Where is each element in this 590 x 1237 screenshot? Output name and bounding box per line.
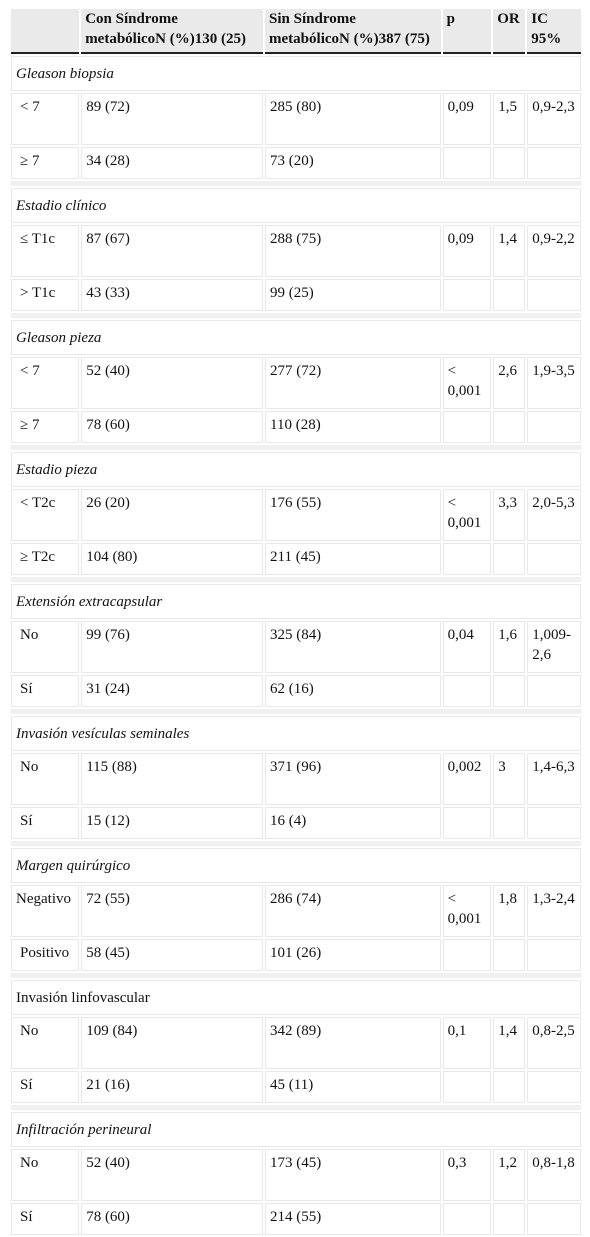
- table-row: [11, 1017, 581, 1069]
- cell-ic: [527, 675, 581, 707]
- cell-p-value: < 0,001: [443, 357, 492, 409]
- header-or: OR: [493, 9, 525, 54]
- cell-con-sindrome: 87 (67): [81, 225, 263, 277]
- section-row: [11, 848, 581, 883]
- cell-ic: [527, 279, 581, 311]
- cell-ic: 0,8-2,5: [527, 1017, 581, 1069]
- cell-ic: 0,9-2,2: [527, 225, 581, 277]
- row-label: < 7: [11, 93, 79, 145]
- header-label-col: [11, 9, 79, 54]
- cell-p-value: 0,09: [443, 225, 492, 277]
- table-row: [11, 279, 581, 311]
- cell-sin-sindrome: 371 (96): [265, 753, 441, 805]
- cell-sin-sindrome: 342 (89): [265, 1017, 441, 1069]
- cell-sin-sindrome: 62 (16): [265, 675, 441, 707]
- row-label: < T2c: [11, 489, 79, 541]
- cell-p-value: [443, 147, 492, 179]
- cell-or: 1,4: [493, 225, 525, 277]
- cell-or: [493, 279, 525, 311]
- cell-ic: [527, 807, 581, 839]
- cell-sin-sindrome: 277 (72): [265, 357, 441, 409]
- row-label: No: [11, 621, 79, 673]
- cell-sin-sindrome: 73 (20): [265, 147, 441, 179]
- row-label: Positivo: [11, 939, 79, 971]
- cell-or: [493, 1203, 525, 1235]
- cell-p-value: 0,04: [443, 621, 492, 673]
- header-ic: IC 95%: [527, 9, 581, 54]
- cell-or: 1,2: [493, 1149, 525, 1201]
- header-p-value: p: [443, 9, 492, 54]
- section-row: [11, 188, 581, 223]
- table-row: [11, 225, 581, 277]
- header-sin-sindrome: Sin Síndrome metabólicoN (%)387 (75): [265, 9, 441, 54]
- cell-ic: [527, 543, 581, 575]
- table-row: [11, 1203, 581, 1235]
- cell-p-value: [443, 939, 492, 971]
- cell-ic: [527, 1203, 581, 1235]
- section-title: Invasión vesículas seminales: [11, 716, 581, 751]
- cell-p-value: [443, 279, 492, 311]
- spacer-cell: [11, 1105, 581, 1110]
- section-row: [11, 980, 581, 1015]
- table-row: [11, 807, 581, 839]
- cell-ic: [527, 147, 581, 179]
- cell-or: 3: [493, 753, 525, 805]
- section-spacer: [11, 577, 581, 582]
- cell-sin-sindrome: 214 (55): [265, 1203, 441, 1235]
- cell-or: [493, 147, 525, 179]
- cell-p-value: 0,3: [443, 1149, 492, 1201]
- cell-con-sindrome: 26 (20): [81, 489, 263, 541]
- table-header: [11, 9, 581, 54]
- cell-ic: 2,0-5,3: [527, 489, 581, 541]
- spacer-cell: [11, 445, 581, 450]
- section-row: [11, 584, 581, 619]
- row-label: ≥ 7: [11, 411, 79, 443]
- row-label: ≥ T2c: [11, 543, 79, 575]
- cell-ic: 1,9-3,5: [527, 357, 581, 409]
- section-title: Invasión linfovascular: [11, 980, 581, 1015]
- cell-ic: 0,8-1,8: [527, 1149, 581, 1201]
- cell-con-sindrome: 115 (88): [81, 753, 263, 805]
- cell-or: [493, 411, 525, 443]
- section-row: [11, 56, 581, 91]
- row-label: Sí: [11, 1071, 79, 1103]
- spacer-cell: [11, 709, 581, 714]
- row-label: No: [11, 753, 79, 805]
- cell-or: [493, 675, 525, 707]
- cell-con-sindrome: 52 (40): [81, 1149, 263, 1201]
- cell-con-sindrome: 58 (45): [81, 939, 263, 971]
- spacer-cell: [11, 181, 581, 186]
- spacer-cell: [11, 973, 581, 978]
- cell-or: [493, 939, 525, 971]
- cell-con-sindrome: 21 (16): [81, 1071, 263, 1103]
- section-spacer: [11, 1105, 581, 1110]
- section-title: Extensión extracapsular: [11, 584, 581, 619]
- section-spacer: [11, 313, 581, 318]
- section-row: [11, 716, 581, 751]
- cell-p-value: [443, 543, 492, 575]
- table-row: [11, 489, 581, 541]
- cell-sin-sindrome: 101 (26): [265, 939, 441, 971]
- table-row: [11, 147, 581, 179]
- cell-p-value: [443, 807, 492, 839]
- table-row: [11, 939, 581, 971]
- cell-p-value: [443, 411, 492, 443]
- row-label: Sí: [11, 675, 79, 707]
- cell-con-sindrome: 34 (28): [81, 147, 263, 179]
- cell-p-value: < 0,001: [443, 489, 492, 541]
- section-spacer: [11, 973, 581, 978]
- cell-p-value: 0,09: [443, 93, 492, 145]
- table-row: [11, 357, 581, 409]
- table-row: [11, 885, 581, 937]
- cell-ic: 1,4-6,3: [527, 753, 581, 805]
- section-spacer: [11, 841, 581, 846]
- cell-sin-sindrome: 325 (84): [265, 621, 441, 673]
- table-row: [11, 753, 581, 805]
- section-spacer: [11, 445, 581, 450]
- cell-ic: [527, 1071, 581, 1103]
- cell-ic: [527, 411, 581, 443]
- cell-con-sindrome: 109 (84): [81, 1017, 263, 1069]
- cell-or: 1,4: [493, 1017, 525, 1069]
- row-label: > T1c: [11, 279, 79, 311]
- cell-con-sindrome: 78 (60): [81, 1203, 263, 1235]
- spacer-cell: [11, 313, 581, 318]
- row-label: ≥ 7: [11, 147, 79, 179]
- table-row: [11, 411, 581, 443]
- cell-or: 1,6: [493, 621, 525, 673]
- cell-or: [493, 807, 525, 839]
- cell-or: 1,8: [493, 885, 525, 937]
- row-label: Sí: [11, 807, 79, 839]
- cell-p-value: 0,002: [443, 753, 492, 805]
- section-spacer: [11, 181, 581, 186]
- spacer-cell: [11, 577, 581, 582]
- spacer-cell: [11, 841, 581, 846]
- cell-p-value: 0,1: [443, 1017, 492, 1069]
- cell-sin-sindrome: 286 (74): [265, 885, 441, 937]
- cell-sin-sindrome: 176 (55): [265, 489, 441, 541]
- section-title: Estadio pieza: [11, 452, 581, 487]
- section-title: Gleason biopsia: [11, 56, 581, 91]
- cell-con-sindrome: 43 (33): [81, 279, 263, 311]
- cell-con-sindrome: 78 (60): [81, 411, 263, 443]
- results-table: [9, 7, 583, 1237]
- section-spacer: [11, 709, 581, 714]
- cell-ic: 1,3-2,4: [527, 885, 581, 937]
- cell-sin-sindrome: 211 (45): [265, 543, 441, 575]
- header-row: [11, 9, 581, 54]
- section-row: [11, 320, 581, 355]
- section-row: [11, 452, 581, 487]
- cell-p-value: < 0,001: [443, 885, 492, 937]
- cell-con-sindrome: 72 (55): [81, 885, 263, 937]
- cell-sin-sindrome: 285 (80): [265, 93, 441, 145]
- table-body: [11, 56, 581, 1235]
- cell-con-sindrome: 104 (80): [81, 543, 263, 575]
- cell-ic: 1,009-2,6: [527, 621, 581, 673]
- cell-ic: [527, 939, 581, 971]
- row-label: No: [11, 1017, 79, 1069]
- section-title: Gleason pieza: [11, 320, 581, 355]
- cell-sin-sindrome: 288 (75): [265, 225, 441, 277]
- table-row: [11, 1149, 581, 1201]
- cell-sin-sindrome: 16 (4): [265, 807, 441, 839]
- cell-con-sindrome: 99 (76): [81, 621, 263, 673]
- table-row: [11, 1071, 581, 1103]
- row-label: Sí: [11, 1203, 79, 1235]
- cell-sin-sindrome: 99 (25): [265, 279, 441, 311]
- section-title: Estadio clínico: [11, 188, 581, 223]
- row-label: Negativo: [11, 885, 79, 937]
- cell-or: 1,5: [493, 93, 525, 145]
- row-label: No: [11, 1149, 79, 1201]
- table-row: [11, 543, 581, 575]
- cell-sin-sindrome: 110 (28): [265, 411, 441, 443]
- cell-p-value: [443, 1203, 492, 1235]
- cell-sin-sindrome: 173 (45): [265, 1149, 441, 1201]
- cell-ic: 0,9-2,3: [527, 93, 581, 145]
- table-row: [11, 675, 581, 707]
- section-row: [11, 1112, 581, 1147]
- header-con-sindrome: Con Síndrome metabólicoN (%)130 (25): [81, 9, 263, 54]
- cell-or: [493, 1071, 525, 1103]
- row-label: ≤ T1c: [11, 225, 79, 277]
- cell-p-value: [443, 675, 492, 707]
- row-label: < 7: [11, 357, 79, 409]
- cell-con-sindrome: 31 (24): [81, 675, 263, 707]
- cell-or: 2,6: [493, 357, 525, 409]
- cell-or: [493, 543, 525, 575]
- cell-con-sindrome: 52 (40): [81, 357, 263, 409]
- table-row: [11, 93, 581, 145]
- section-title: Infiltración perineural: [11, 1112, 581, 1147]
- section-title: Margen quirúrgico: [11, 848, 581, 883]
- cell-sin-sindrome: 45 (11): [265, 1071, 441, 1103]
- table-row: [11, 621, 581, 673]
- cell-con-sindrome: 89 (72): [81, 93, 263, 145]
- cell-p-value: [443, 1071, 492, 1103]
- cell-or: 3,3: [493, 489, 525, 541]
- cell-con-sindrome: 15 (12): [81, 807, 263, 839]
